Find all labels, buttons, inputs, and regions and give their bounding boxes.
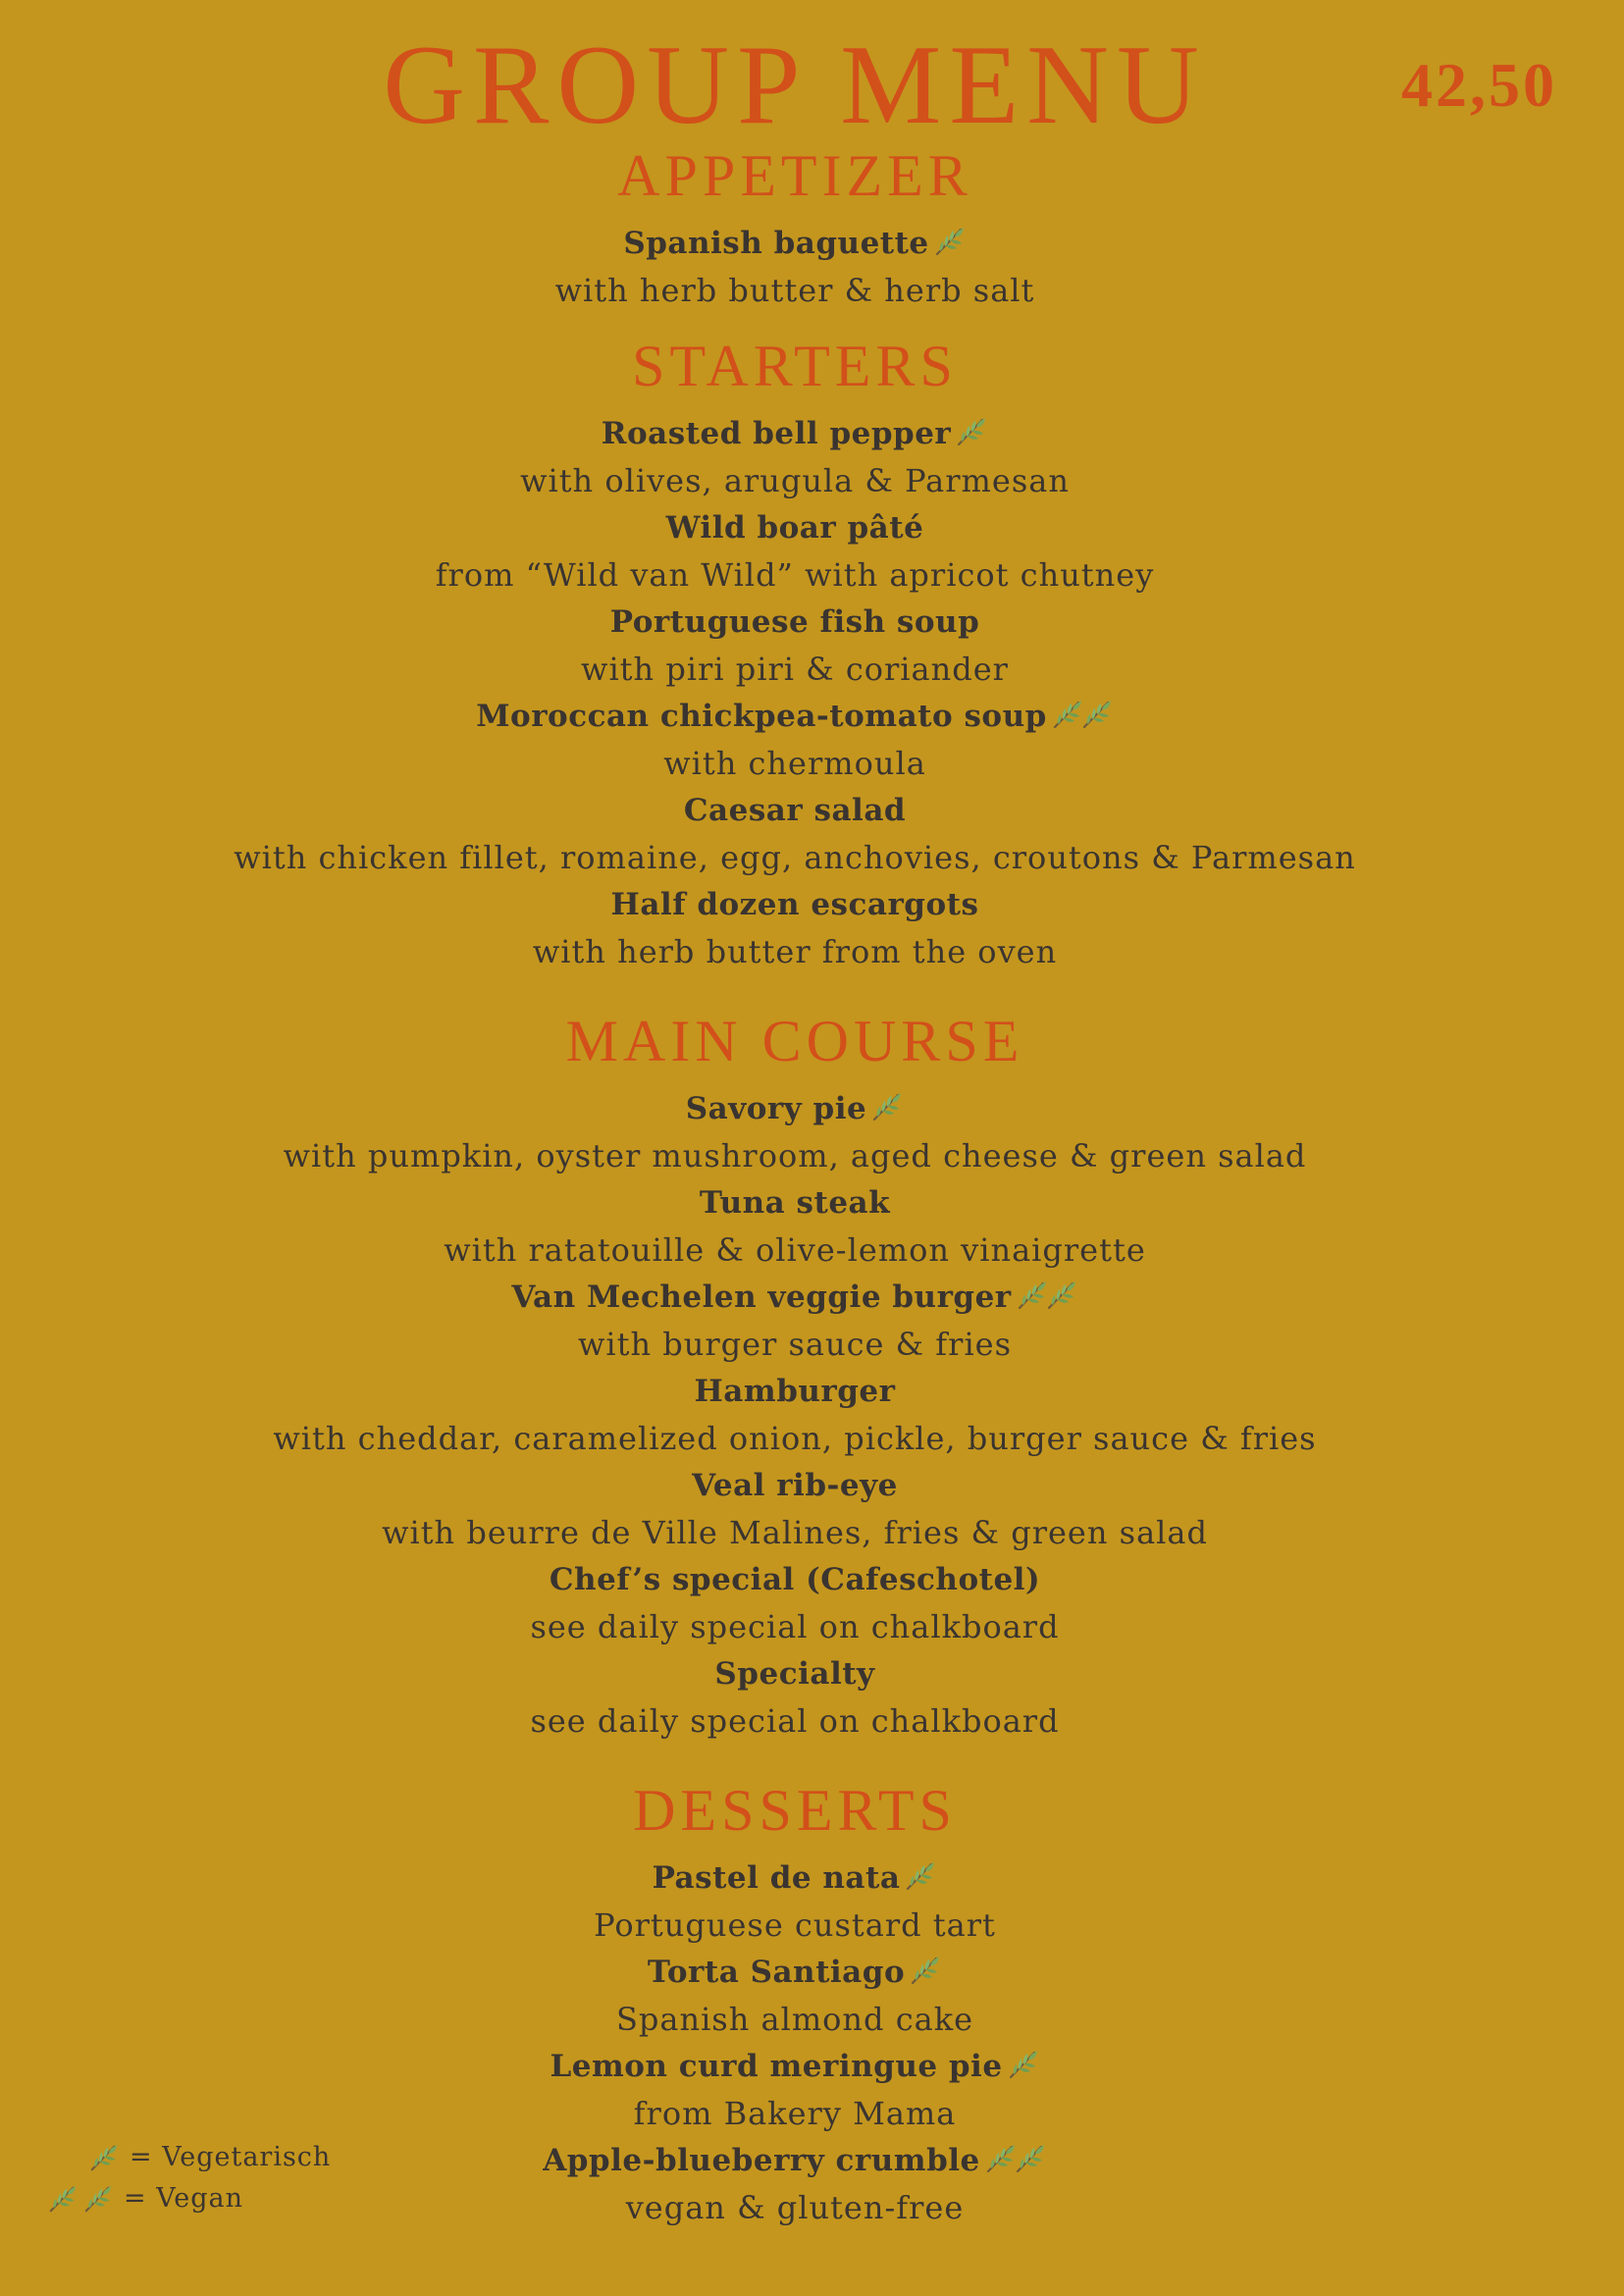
item-description: with piri piri & coriander (581, 651, 1009, 688)
menu-item (0, 1462, 1590, 1556)
item-description: with chermoula (663, 745, 926, 782)
item-description: see daily special on chalkboard (530, 1608, 1060, 1645)
item-description: with cheddar, caramelized onion, pickle, burger sauce & fries (273, 1420, 1317, 1457)
vegetarian-leaf-icon (88, 2142, 120, 2173)
item-description: Spanish almond cake (615, 2001, 974, 2038)
menu-item (0, 1556, 1590, 1650)
menu-item (0, 1085, 1590, 1179)
section-title: MAIN COURSE (565, 1009, 1024, 1073)
item-name: Spanish baguette (0, 220, 1590, 267)
menu-item (0, 2043, 1590, 2137)
menu-title: GROUP MENU (383, 23, 1207, 148)
item-description: with beurre de Ville Malines, fries & green salad (382, 1514, 1208, 1551)
menu-item (0, 504, 1590, 599)
item-name: Moroccan chickpea-tomato soup (0, 693, 1590, 740)
item-description: from “Wild van Wild” with apricot chutney (435, 556, 1155, 594)
item-description: with herb butter & herb salt (554, 272, 1035, 309)
vegetarian-leaf-icon (909, 1954, 942, 1987)
item-name: Savory pie (0, 1085, 1590, 1132)
item-name: Hamburger (694, 1374, 896, 1409)
menu-item (0, 1274, 1590, 1368)
vegan-leaf-icon (82, 2183, 114, 2215)
vegan-leaf-icon (1080, 698, 1114, 731)
menu-price: 42,50 (1401, 50, 1557, 120)
item-description: see daily special on chalkboard (530, 1702, 1060, 1740)
item-name: Portuguese fish soup (609, 604, 980, 640)
item-description: with chicken fillet, romaine, egg, anchovies, croutons & Parmesan (234, 839, 1356, 876)
menu-item (0, 881, 1590, 975)
item-name: Specialty (714, 1656, 875, 1692)
vegetarian-leaf-icon (1007, 2048, 1040, 2081)
vegetarian-leaf-icon (870, 1090, 904, 1123)
section-title: DESSERTS (633, 1778, 957, 1843)
item-description: vegan & gluten-free (625, 2189, 965, 2226)
vegetarian-leaf-icon (955, 415, 988, 448)
menu-item (0, 1949, 1590, 2043)
item-description: with ratatouille & olive-lemon vinaigrette (444, 1231, 1146, 1269)
vegetarian-leaf-icon (933, 225, 967, 258)
item-name: Roasted bell pepper (0, 410, 1590, 457)
menu-item (0, 220, 1590, 314)
item-description: from Bakery Mama (633, 2095, 957, 2132)
vegan-leaf-icon (1051, 698, 1084, 731)
vegan-leaf-icon (1045, 1278, 1078, 1312)
vegan-leaf-icon (47, 2183, 79, 2215)
item-description: with olives, arugula & Parmesan (520, 462, 1070, 499)
section-title: STARTERS (632, 334, 958, 398)
vegan-leaf-icon (984, 2142, 1018, 2175)
legend-vegetarian (47, 2137, 331, 2178)
legend-vegan-label: = Vegan (124, 2183, 243, 2214)
item-description: with burger sauce & fries (577, 1326, 1013, 1363)
item-name: Lemon curd meringue pie (0, 2043, 1590, 2090)
menu-item (0, 599, 1590, 693)
section-appetizer (0, 139, 1590, 314)
item-name: Veal rib-eye (692, 1468, 898, 1503)
item-name: Apple-blueberry crumble (0, 2137, 1590, 2184)
menu-item (0, 1854, 1590, 1949)
item-name: Torta Santiago (0, 1949, 1590, 1996)
menu-item (0, 1179, 1590, 1274)
menu-item (0, 1650, 1590, 1745)
vegetarian-leaf-icon (904, 1859, 937, 1893)
item-name: Half dozen escargots (610, 887, 979, 922)
section-main-course (0, 1005, 1590, 1745)
section-title: APPETIZER (617, 143, 972, 208)
section-starters (0, 330, 1590, 975)
item-name: Chef’s special (Cafeschotel) (549, 1562, 1041, 1597)
item-description: Portuguese custard tart (594, 1906, 996, 1944)
menu-item (0, 787, 1590, 881)
vegan-leaf-icon (1014, 2142, 1047, 2175)
item-name: Caesar salad (683, 793, 907, 828)
menu-item (0, 693, 1590, 787)
menu-item (0, 1368, 1590, 1462)
legend-vegetarian-label: = Vegetarisch (130, 2142, 332, 2172)
item-name: Wild boar pâté (665, 510, 924, 546)
menu-content (0, 139, 1590, 2231)
vegan-leaf-icon (1016, 1278, 1049, 1312)
item-description: with herb butter from the oven (532, 933, 1058, 970)
item-name: Van Mechelen veggie burger (0, 1274, 1590, 1321)
item-description: with pumpkin, oyster mushroom, aged cheese & green salad (283, 1137, 1307, 1174)
menu-item (0, 410, 1590, 504)
item-name: Pastel de nata (0, 1854, 1590, 1902)
item-name: Tuna steak (699, 1185, 891, 1221)
legend-vegan (47, 2178, 331, 2219)
dietary-legend (47, 2137, 331, 2219)
